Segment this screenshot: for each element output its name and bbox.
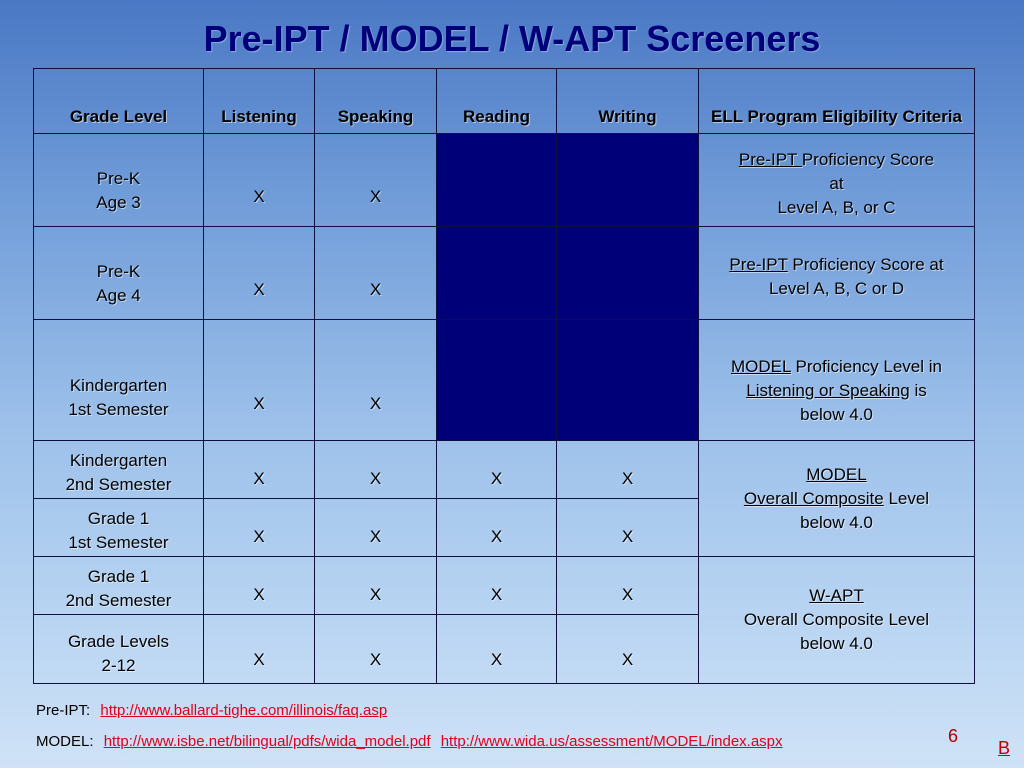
criteria-text: Level A, B, C or D [768,279,905,298]
criteria-cell [699,134,975,227]
criteria-text: below 4.0 [800,634,873,653]
grade-cell [34,499,204,557]
listening-mark: X [204,615,315,684]
reading-mark: X [437,615,557,684]
model-url-link-2[interactable]: http://www.wida.us/assessment/MODEL/index.aspx [440,733,783,750]
grade-cell [34,134,204,227]
header-listening: Listening [204,69,315,134]
grade-line: Kindergarten [69,450,168,470]
preipt-link[interactable]: Pre-IPT [738,150,802,169]
table-header-row [34,69,975,134]
criteria-text: is [909,381,927,400]
header-speaking: Speaking [315,69,437,134]
writing-mark: X [557,557,699,615]
writing-blocked-cell [557,227,699,320]
preipt-url-link[interactable]: http://www.ballard-tighe.com/illinois/faq.asp [100,702,388,719]
preipt-link[interactable]: Pre-IPT [729,255,788,274]
grade-line: 1st Semester [68,532,169,552]
header-reading: Reading [437,69,557,134]
speaking-mark: X [315,320,437,441]
criteria-cell [699,227,975,320]
grade-line: Pre-K [96,262,141,281]
listening-or-speaking-link[interactable]: Listening or Speaking [746,381,910,400]
writing-mark: X [557,499,699,557]
grade-cell [34,615,204,684]
writing-blocked-cell [557,134,699,227]
overall-composite-link[interactable]: Overall Composite [743,488,884,508]
reading-blocked-cell [437,134,557,227]
grade-line: Age 4 [96,286,141,305]
model-link[interactable]: MODEL [806,464,867,484]
grade-cell [34,557,204,615]
listening-mark: X [204,441,315,499]
table-row [34,227,975,320]
header-grade-level: Grade Level [34,69,204,134]
grade-line: 1st Semester [68,400,169,419]
table-row [34,441,975,499]
grade-line: 2nd Semester [65,590,172,610]
footer-preipt-label: Pre-IPT: [36,702,91,719]
speaking-mark: X [315,615,437,684]
reading-mark: X [437,557,557,615]
footer-model [36,733,783,750]
slide-number: 6 [948,726,959,746]
footer-model-label: MODEL: [36,733,94,750]
listening-mark: X [204,320,315,441]
criteria-text: Proficiency Score at [787,255,944,274]
criteria-cell [699,320,975,441]
criteria-text: below 4.0 [800,405,873,424]
criteria-text: Level A, B, or C [777,198,896,217]
screeners-table [33,68,975,684]
reading-blocked-cell [437,227,557,320]
speaking-mark: X [315,227,437,320]
listening-mark: X [204,499,315,557]
table-row [34,134,975,227]
criteria-text: Proficiency Score [801,150,935,169]
writing-mark: X [557,615,699,684]
model-link[interactable]: MODEL [730,357,791,376]
listening-mark: X [204,134,315,227]
model-url-link-1[interactable]: http://www.isbe.net/bilingual/pdfs/wida_model.pdf [103,733,431,750]
criteria-cell [699,557,975,684]
grade-line: 2nd Semester [65,474,172,494]
speaking-mark: X [315,499,437,557]
grade-line: Age 3 [96,193,141,212]
table-row [34,320,975,441]
reading-mark: X [437,441,557,499]
grade-cell [34,320,204,441]
footer-preipt [36,702,387,719]
wapt-link[interactable]: W-APT [809,586,864,605]
listening-mark: X [204,227,315,320]
grade-line: Pre-K [96,169,141,188]
reading-blocked-cell [437,320,557,441]
criteria-text: Level [883,488,930,508]
header-criteria: ELL Program Eligibility Criteria [699,69,975,134]
criteria-text: below 4.0 [800,512,873,532]
speaking-mark: X [315,557,437,615]
criteria-cell [699,441,975,557]
header-writing: Writing [557,69,699,134]
writing-blocked-cell [557,320,699,441]
criteria-text: Proficiency Level in [790,357,942,376]
slide-title: Pre-IPT / MODEL / W-APT Screeners [203,18,821,59]
reading-mark: X [437,499,557,557]
writing-mark: X [557,441,699,499]
grade-line: Grade 1 [87,508,150,528]
grade-cell [34,227,204,320]
grade-line: Kindergarten [69,376,168,395]
criteria-text: at [829,174,844,193]
listening-mark: X [204,557,315,615]
grade-line: Grade Levels [67,632,170,651]
speaking-mark: X [315,134,437,227]
criteria-text: Overall Composite Level [743,610,930,629]
grade-line: Grade 1 [87,566,150,586]
grade-cell [34,441,204,499]
grade-line: 2-12 [101,656,136,675]
table-row [34,557,975,615]
speaking-mark: X [315,441,437,499]
nav-b-link[interactable]: B [998,738,1011,758]
